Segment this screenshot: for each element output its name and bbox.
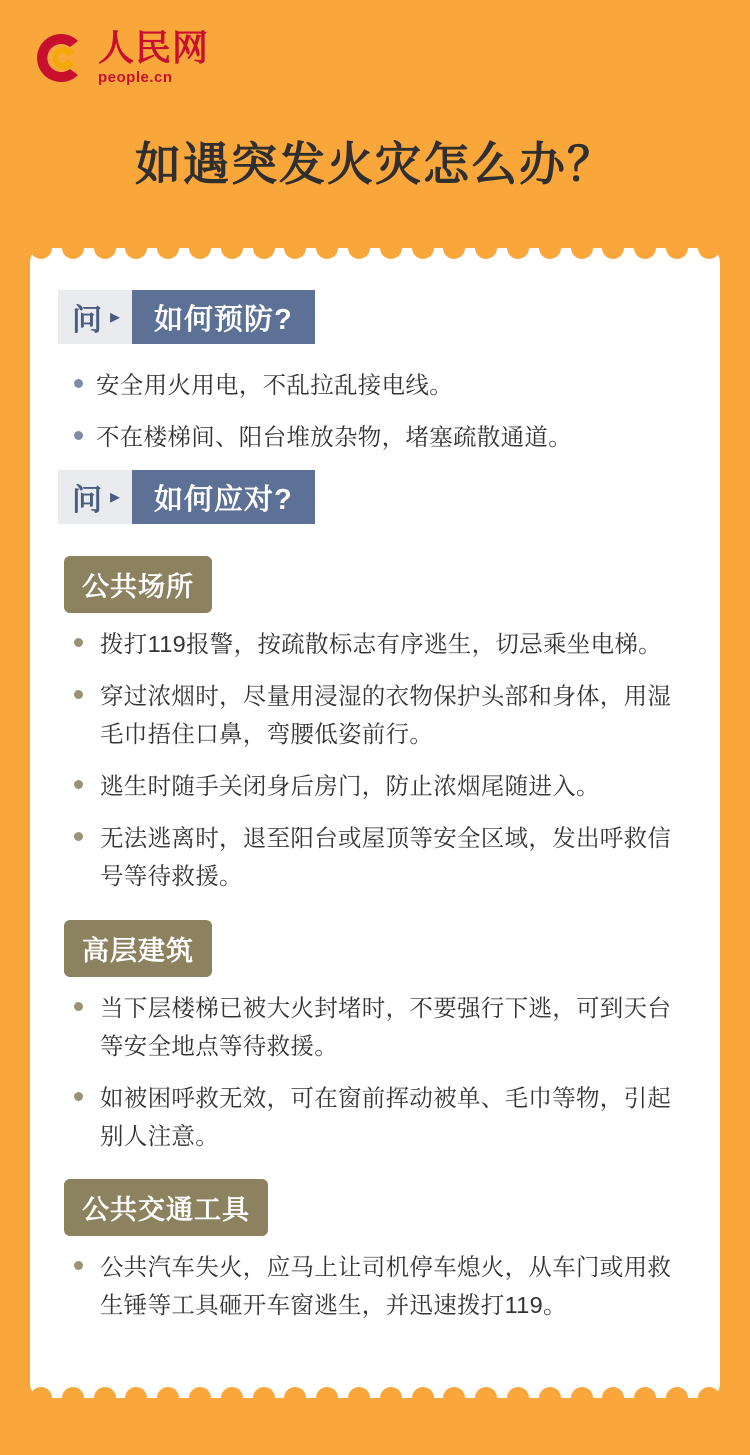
brand-name-cn: 人民网 <box>98 28 210 68</box>
content-card <box>30 248 720 1398</box>
list-item: 当下层楼梯已被大火封堵时，不要强行下逃，可到天台等安全地点等待救援。 <box>70 989 688 1065</box>
list-item: 如被困呼救无效，可在窗前挥动被单、毛巾等物，引起别人注意。 <box>70 1079 688 1155</box>
group-high-rise <box>58 910 692 1155</box>
high-rise-list <box>58 989 692 1155</box>
list-item: 无法逃离时，退至阳台或屋顶等安全区域，发出呼救信号等待救援。 <box>70 819 688 895</box>
arrow-right-icon: ▸ <box>110 306 121 328</box>
brand-name-en: people.cn <box>98 69 173 86</box>
question-title: 如何预防? <box>132 290 315 344</box>
list-item: 逃生时随手关闭身后房门，防止浓烟尾随进入。 <box>70 767 688 805</box>
question-header-prevention <box>58 290 315 344</box>
people-cn-logo-icon <box>34 31 88 85</box>
question-label-text: 问 <box>72 304 102 337</box>
question-label <box>58 470 132 524</box>
section-tag: 公共场所 <box>64 556 212 613</box>
group-public-places <box>58 546 692 895</box>
question-label-text: 问 <box>72 484 102 518</box>
public-places-list <box>58 625 692 895</box>
list-item: 安全用火用电，不乱拉乱接电线。 <box>70 366 688 404</box>
list-item: 穿过浓烟时，尽量用浸湿的衣物保护头部和身体，用湿毛巾捂住口鼻，弯腰低姿前行。 <box>70 677 688 753</box>
question-header-response <box>58 470 315 524</box>
list-item: 不在楼梯间、阳台堆放杂物，堵塞疏散通道。 <box>70 418 688 456</box>
list-item: 拨打119报警，按疏散标志有序逃生，切忌乘坐电梯。 <box>70 625 688 663</box>
prevention-list <box>58 366 692 456</box>
brand-wordmark <box>98 30 209 85</box>
page-title: 如遇突发火灾怎么办？ <box>135 138 615 190</box>
group-public-transport <box>58 1169 692 1324</box>
question-label <box>58 290 132 344</box>
public-transport-list <box>58 1248 692 1324</box>
section-tag: 高层建筑 <box>64 920 212 977</box>
arrow-right-icon: ▸ <box>110 486 121 509</box>
brand-logo <box>34 30 209 85</box>
section-tag: 公共交通工具 <box>64 1179 268 1236</box>
list-item: 公共汽车失火，应马上让司机停车熄火，从车门或用救生锤等工具砸开车窗逃生，并迅速拨打119。 <box>70 1248 688 1324</box>
question-title: 如何应对? <box>132 470 315 524</box>
scallop-edge-bottom <box>30 1387 720 1409</box>
scallop-edge-top <box>30 237 720 259</box>
